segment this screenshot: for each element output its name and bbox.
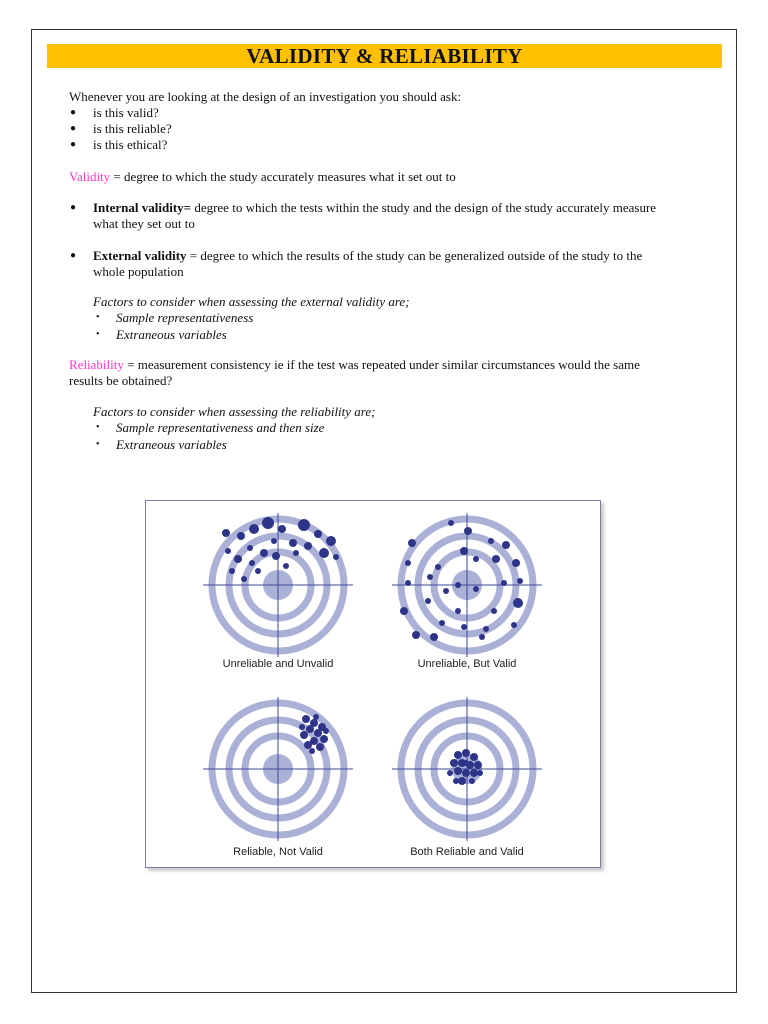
bullet-icon: ● xyxy=(70,139,77,150)
hit-dot xyxy=(333,554,339,560)
hit-dot xyxy=(262,517,274,529)
hit-dot xyxy=(462,769,470,777)
reliability-factor-2: Extraneous variables xyxy=(116,437,227,452)
hit-dot xyxy=(477,770,483,776)
hit-dot xyxy=(488,538,494,544)
validity-definition xyxy=(69,169,456,185)
hit-dot xyxy=(469,778,475,784)
external-factors-heading: Factors to consider when assessing the external validity are; xyxy=(93,294,410,309)
target-label-1: Unreliable and Unvalid xyxy=(222,658,334,670)
hit-dot xyxy=(439,620,445,626)
hit-dot xyxy=(283,563,289,569)
hit-dot xyxy=(470,753,478,761)
target-reliable-not-valid xyxy=(203,697,353,841)
hit-dot xyxy=(405,580,411,586)
hit-dot xyxy=(326,536,336,546)
bullet-icon: ● xyxy=(70,250,77,261)
hit-dot xyxy=(304,542,312,550)
bullet-icon: • xyxy=(96,312,100,323)
hit-dot xyxy=(501,580,507,586)
hit-dot xyxy=(314,729,322,737)
hit-dot xyxy=(225,548,231,554)
hit-dot xyxy=(455,608,461,614)
hit-dot xyxy=(513,598,523,608)
hit-dot xyxy=(260,549,268,557)
question-2: is this reliable? xyxy=(93,121,172,136)
hit-dot xyxy=(314,530,322,538)
hit-dot xyxy=(412,631,420,639)
hit-dot xyxy=(247,545,253,551)
hit-dot xyxy=(289,539,297,547)
hit-dot xyxy=(298,519,310,531)
internal-validity-term: Internal validity= xyxy=(93,200,192,215)
reliability-definition xyxy=(69,357,709,373)
hit-dot xyxy=(491,608,497,614)
hit-dot xyxy=(425,598,431,604)
hit-dot xyxy=(222,529,230,537)
hit-dot xyxy=(447,770,453,776)
validity-text: = degree to which the study accurately measures what it set out to xyxy=(110,169,456,184)
hit-dot xyxy=(323,728,329,734)
target-label-2: Unreliable, But Valid xyxy=(417,658,517,670)
hit-dot xyxy=(473,586,479,592)
external-validity-term: External validity xyxy=(93,248,187,263)
hit-dot xyxy=(512,559,520,567)
hit-dot xyxy=(320,735,328,743)
hit-dot xyxy=(458,777,466,785)
hit-dot xyxy=(470,769,478,777)
hit-dot xyxy=(304,741,312,749)
hit-dot xyxy=(272,552,280,560)
internal-validity xyxy=(93,200,718,216)
hit-dot xyxy=(309,748,315,754)
hit-dot xyxy=(241,576,247,582)
reliability-text-2: results be obtained? xyxy=(69,373,173,388)
internal-validity-text-2: what they set out to xyxy=(93,216,195,231)
target-unreliable-valid xyxy=(392,513,542,657)
hit-dot xyxy=(474,761,482,769)
hit-dot xyxy=(492,555,500,563)
hit-dot xyxy=(293,550,299,556)
hit-dot xyxy=(460,547,468,555)
hit-dot xyxy=(278,525,286,533)
hit-dot xyxy=(300,731,308,739)
external-validity-text-2: whole population xyxy=(93,264,184,279)
hit-dot xyxy=(450,759,458,767)
hit-dot xyxy=(517,578,523,584)
question-3: is this ethical? xyxy=(93,137,168,152)
hit-dot xyxy=(255,568,261,574)
page-title: VALIDITY & RELIABILITY xyxy=(47,44,722,68)
target-label-3: Reliable, Not Valid xyxy=(233,846,323,858)
intro-text: Whenever you are looking at the design of an investigation you should ask: xyxy=(69,89,462,104)
hit-dot xyxy=(408,539,416,547)
hit-dot xyxy=(511,622,517,628)
hit-dot xyxy=(463,760,469,766)
hit-dot xyxy=(316,743,324,751)
hit-dot xyxy=(319,548,329,558)
hit-dot xyxy=(229,568,235,574)
bullet-icon: ● xyxy=(70,202,77,213)
hit-dot xyxy=(313,714,319,720)
hit-dot xyxy=(234,555,242,563)
hit-dot xyxy=(306,725,314,733)
hit-dot xyxy=(299,724,305,730)
target-reliable-valid xyxy=(392,697,542,841)
hit-dot xyxy=(473,556,479,562)
hit-dot xyxy=(502,541,510,549)
hit-dot xyxy=(483,626,489,632)
bullet-icon: ● xyxy=(70,107,77,118)
target-unreliable-unvalid xyxy=(203,513,353,657)
bullet-icon: • xyxy=(96,329,100,340)
reliability-factor-1: Sample representativeness and then size xyxy=(116,420,325,435)
hit-dot xyxy=(249,560,255,566)
external-validity-text-1: = degree to which the results of the study can be generalized outside of the study to the xyxy=(186,248,643,263)
validity-term: Validity xyxy=(69,169,111,184)
hit-dot xyxy=(405,560,411,566)
hit-dot xyxy=(453,778,459,784)
hit-dot xyxy=(462,749,470,757)
hit-dot xyxy=(430,633,438,641)
target-figure xyxy=(145,500,601,868)
internal-validity-text-1: degree to which the tests within the study and the design of the study accurately measure xyxy=(191,200,657,215)
external-factor-1: Sample representativeness xyxy=(116,310,254,325)
hit-dot xyxy=(427,574,433,580)
target-label-4: Both Reliable and Valid xyxy=(410,846,524,858)
hit-dot xyxy=(454,767,462,775)
external-factor-2: Extraneous variables xyxy=(116,327,227,342)
hit-dot xyxy=(461,624,467,630)
hit-dot xyxy=(249,524,259,534)
hit-dot xyxy=(400,607,408,615)
hit-dot xyxy=(479,634,485,640)
reliability-text-1: = measurement consistency ie if the test was repeated under similar circumstances would the same xyxy=(123,357,640,372)
hit-dot xyxy=(237,532,245,540)
hit-dot xyxy=(448,520,454,526)
reliability-term: Reliability xyxy=(69,357,124,372)
hit-dot xyxy=(464,527,472,535)
hit-dot xyxy=(454,751,462,759)
hit-dot xyxy=(302,715,310,723)
hit-dot xyxy=(271,538,277,544)
hit-dot xyxy=(443,588,449,594)
bullet-icon: ● xyxy=(70,123,77,134)
bullet-icon: • xyxy=(96,422,100,433)
external-validity xyxy=(93,248,718,264)
hit-dot xyxy=(455,582,461,588)
reliability-factors-heading: Factors to consider when assessing the reliability are; xyxy=(93,404,376,419)
question-1: is this valid? xyxy=(93,105,159,120)
targets-illustration xyxy=(146,501,602,869)
hit-dot xyxy=(435,564,441,570)
bullet-icon: • xyxy=(96,439,100,450)
